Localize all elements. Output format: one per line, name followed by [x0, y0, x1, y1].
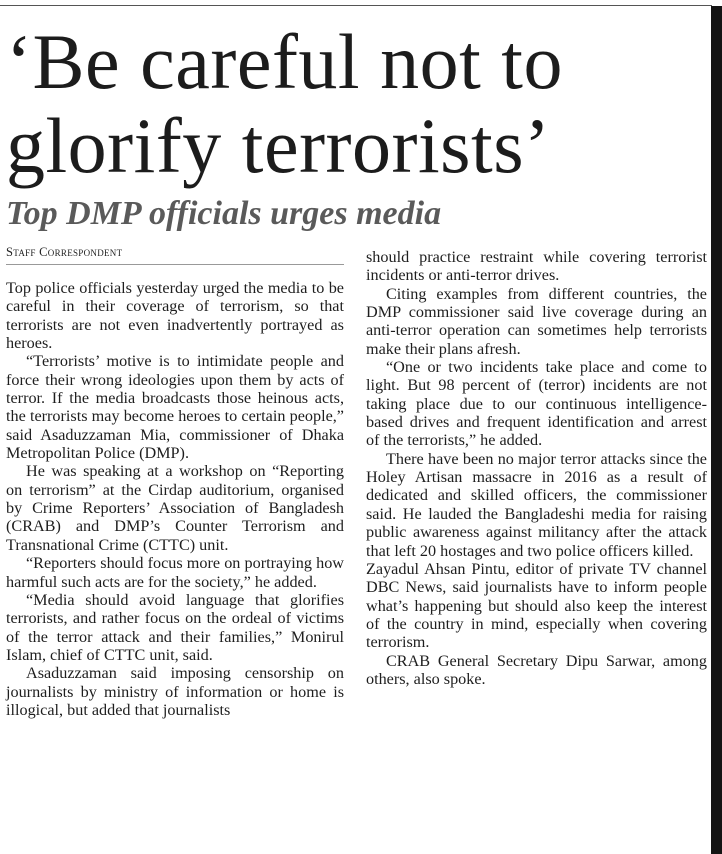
page-edge-shadow	[711, 6, 722, 854]
paragraph: Asaduzzaman said imposing censorship on journalists by ministry of information or home is illogical, but added that journalists	[6, 664, 344, 719]
top-divider-rule	[0, 5, 712, 6]
article-byline: Staff Correspondent	[6, 245, 123, 259]
paragraph: Citing examples from different countries, the DMP commissioner said live coverage during an anti-terror operation can sometimes help terrorists make their plans afresh.	[366, 284, 707, 358]
article-column-right	[366, 248, 707, 688]
paragraph: Top police officials yesterday urged the media to be careful in their coverage of terrorism, so that terrorists are not even inadvertently portrayed as heroes.	[6, 279, 344, 353]
paragraph: “Terrorists’ motive is to intimidate people and force their wrong ideologies upon them by acts of terror. If the media broadcasts those heinous acts, the terrorists may become heroes to certain people,” said Asaduzzaman Mia, commissioner of Dhaka Metropolitan Police (DMP).	[6, 352, 344, 463]
article-column-left	[6, 279, 344, 719]
article-headline: ‘Be careful not to glorify terrorists’	[6, 18, 563, 189]
paragraph: CRAB General Secretary Dipu Sarwar, among others, also spoke.	[366, 651, 707, 688]
paragraph: He was speaking at a workshop on “Reporting on terrorism” at the Cirdap auditorium, organised by Crime Reporters’ Association of Bangladesh (CRAB) and DMP’s Counter Terrorism and Transnational Crime (CTTC) unit.	[6, 462, 344, 554]
paragraph: “Reporters should focus more on portraying how harmful such acts are for the society,” he added.	[6, 554, 344, 591]
byline-divider-rule	[6, 264, 344, 265]
paragraph: Zayadul Ahsan Pintu, editor of private TV channel DBC News, said journalists have to inform people what’s happening but should also keep the interest of the country in mind, especially when covering terrorism.	[366, 559, 707, 652]
paragraph: “Media should avoid language that glorifies terrorists, and rather focus on the ordeal of victims of the terror attack and their families,” Monirul Islam, chief of CTTC unit, said.	[6, 590, 344, 664]
article-subheadline: Top DMP officials urges media	[6, 195, 442, 232]
paragraph: “One or two incidents take place and come to light. But 98 percent of (terror) incidents are not taking place due to our continuous intelligence-based drives and frequent identification and arrest of the terrorists,” he added.	[366, 358, 707, 450]
paragraph: There have been no major terror attacks since the Holey Artisan massacre in 2016 as a result of dedicated and skilled officers, the commissioner said. He lauded the Bangladeshi media for raising public awareness against militancy after the attack that left 20 hostages and two police officers killed.	[366, 449, 707, 560]
paragraph: should practice restraint while covering terrorist incidents or anti-terror drives.	[366, 248, 707, 285]
